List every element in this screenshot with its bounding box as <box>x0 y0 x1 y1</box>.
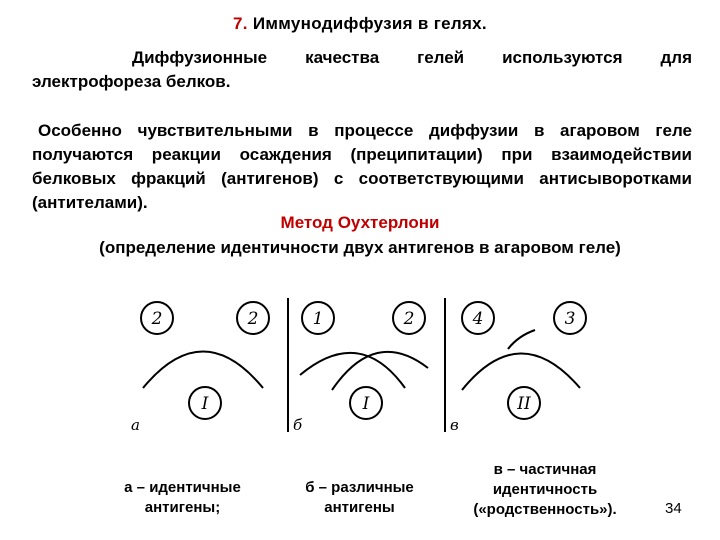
panel-b-letter: б <box>293 416 303 434</box>
well-a-top-left-label: 2 <box>151 309 163 329</box>
title-number: 7. <box>233 14 248 33</box>
page-number: 34 <box>665 500 682 517</box>
method-title: Метод Оухтерлони <box>280 213 440 232</box>
well-b-top-left-label: 1 <box>312 309 324 329</box>
well-c-top-right-label: 3 <box>564 309 576 329</box>
paragraph-gel-properties: Диффузионные качества гелей используются для электрофореза белков. <box>32 48 692 91</box>
method-subtitle: (определение идентичности двух антигенов в агаровом геле) <box>99 238 621 257</box>
precipitin-arc-b2 <box>332 352 428 390</box>
well-a-top-right-label: 2 <box>247 309 259 329</box>
precipitin-arc-c <box>462 353 580 390</box>
panel-c-letter: в <box>450 416 459 434</box>
well-a-bottom-label: I <box>201 394 209 414</box>
caption-different: б – различные антигены <box>305 479 414 516</box>
caption-partial: в – частичная идентичность («родственность»). <box>473 461 617 518</box>
paragraph-precipitation: Особенно чувствительными в процессе диффузии в агаровом геле получаются реакции осаждения (преципитации) при взаимодействии белковых фракций (антигенов) с соответствующими антисыворотками (антителами). <box>32 121 692 212</box>
title-text: Иммунодиффузия в гелях. <box>252 14 487 33</box>
caption-identical: а – идентичные антигены; <box>124 479 241 516</box>
well-c-top-left-label: 4 <box>472 309 484 329</box>
precipitin-spur-c <box>508 330 535 349</box>
well-b-bottom-label: I <box>362 394 370 414</box>
precipitin-arc-b1 <box>300 353 405 388</box>
well-c-bottom-label: II <box>517 394 531 414</box>
panel-a-letter: а <box>131 416 140 434</box>
precipitin-arc-a <box>143 352 263 389</box>
well-b-top-right-label: 2 <box>403 309 415 329</box>
